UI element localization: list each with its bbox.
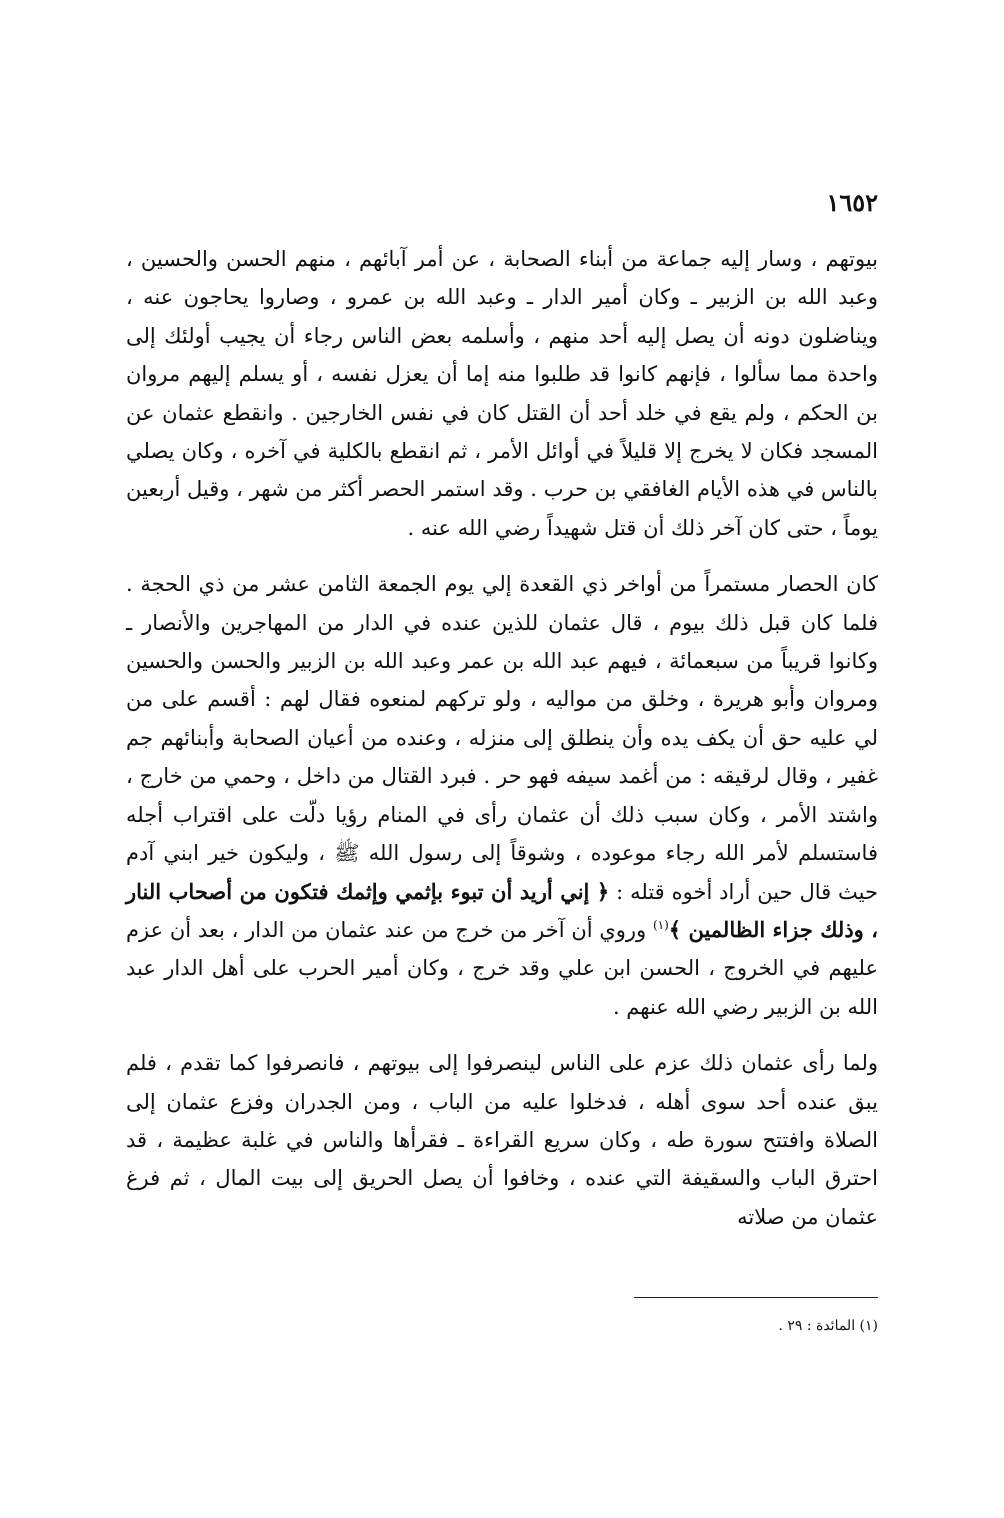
paragraph-2-text: كان الحصار مستمراً من أواخر ذي القعدة إلي يوم الجمعة الثامن عشر من ذي الحجة . فلما كان قبل ذلك بيوم ، قال عثمان للذين عنده في الدار من المهاجرين والأنصار ـ وكانوا قريباً من سبعمائة ، فيهم عبد الله بن عمر وعبد الله بن الزبير والحسن والحسين ومروان وأبو هريرة ، وخلق من مواليه ، ولو تركهم لمنعوه فقال لهم : أقسم على من لي عليه حق أن يكف يده وأن ينطلق إلى منزله ، وعنده من أعيان الصحابة وأبنائهم جم غفير ، وقال لرقيقه : من أغمد سيفه فهو حر . فبرد القتال من داخل ، وحمي من خارج ، واشتد الأمر ، وكان سبب ذلك أن عثمان رأى في المنام رؤيا دلّت على اقتراب أجله فاستسلم لأمر الله رجاء موعوده ، وشوقاً إلى رسول الله ﷺ ، وليكون خير ابني آدم حيث قال حين أراد أخوه قتله : <box>126 572 878 904</box>
footnote-divider <box>634 1297 878 1298</box>
paragraph-2-continuation: وروي أن آخر من خرج من عند عثمان من الدار ، بعد أن عزم عليهم في الخروج ، الحسن ابن علي وقد خرج ، وكان أمير الحرب على أهل الدار عبد الله بن الزبير رضي الله عنهم . <box>126 917 878 1019</box>
paragraph-1: بيوتهم ، وسار إليه جماعة من أبناء الصحابة ، عن أمر آبائهم ، منهم الحسن والحسين ، وعبد الله بن الزبير ـ وكان أمير الدار ـ وعبد الله بن عمرو ، وصاروا يحاجون عنه ، ويناضلون دونه أن يصل إليه أحد منهم ، وأسلمه بعض الناس رجاء أن يجيب أولئك إلى واحدة مما سألوا ، فإنهم كانوا قد طلبوا منه إما أن يعزل نفسه ، أو يسلم إليهم مروان بن الحكم ، ولم يقع في خلد أحد أن القتل كان في نفس الخارجين . وانقطع عثمان عن المسجد فكان لا يخرج إلا قليلاً في أوائل الأمر ، ثم انقطع بالكلية في آخره ، وكان يصلي بالناس في هذه الأيام الغافقي بن حرب . وقد استمر الحصر أكثر من شهر ، وقيل أربعين يوماً ، حتى كان آخر ذلك أن قتل شهيداً رضي الله عنه . <box>126 247 879 540</box>
paragraph-3: ولما رأى عثمان ذلك عزم على الناس لينصرفوا إلى بيوتهم ، فانصرفوا كما تقدم ، فلم يبق عنده أحد سوى أهله ، فدخلوا عليه من الباب ، ومن الجدران وفزع عثمان إلى الصلاة وافتتح سورة طه ، وكان سريع القراءة ـ فقرأها والناس في غلبة عظيمة ، قد احترق الباب والسقيفة التي عنده ، وخافوا أن يصل الحريق إلى بيت المال ، ثم فرغ عثمان من صلاته <box>126 1051 878 1229</box>
footnote-marker: (١) <box>652 917 669 932</box>
body-text <box>126 240 878 1236</box>
quran-verse: ﴿ إني أريد أن تبوء بإثمي وإثمك فتكون من أصحاب النار ، وذلك جزاء الظالمين ﴾ <box>126 878 878 942</box>
paragraph-2 <box>126 565 878 1026</box>
page-number: ١٦٥٢ <box>826 188 878 217</box>
footnote: (١) المائدة : ٢٩ . <box>778 1318 878 1334</box>
